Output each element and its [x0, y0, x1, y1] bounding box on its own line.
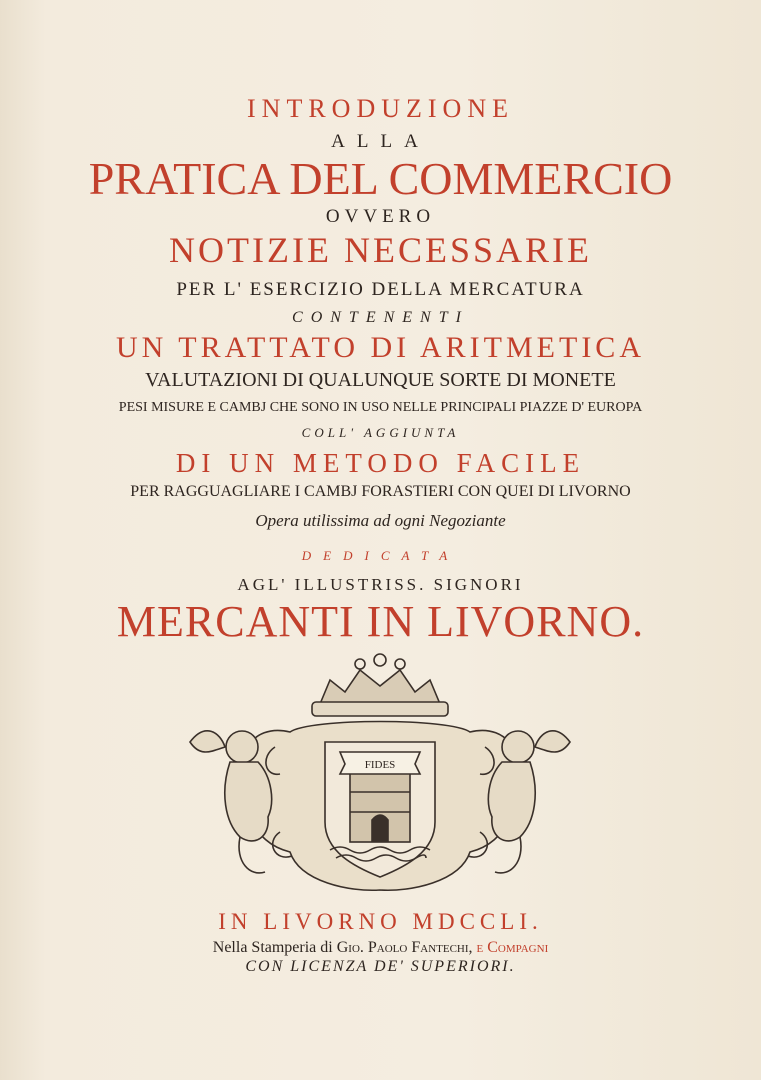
title-line-metodo: DI UN METODO FACILE	[175, 448, 586, 478]
title-line-aggiunta: COLL' AGGIUNTA	[301, 425, 460, 440]
imprint-printer-suffix: e Compagni	[476, 939, 549, 956]
title-line-ovvero: OVVERO	[325, 206, 436, 227]
title-line-contenenti: CONTENENTI	[292, 309, 469, 326]
title-line-trattato: UN TRATTATO DI ARITMETICA	[116, 331, 645, 364]
emblem-banner-text: FIDES	[364, 759, 396, 771]
title-line-signori: AGL' ILLUSTRISS. SIGNORI	[237, 575, 524, 594]
title-line-alla: ALLA	[331, 131, 430, 152]
title-line-pesi: PESI MISURE E CAMBJ CHE SONO IN USO NELLE PRINCIPALI PIAZZE D' EUROPA	[118, 400, 643, 415]
imprint-printer	[0, 940, 761, 956]
subtitle-notizie: NOTIZIE NECESSARIE	[169, 230, 592, 270]
title-line-esercizio: PER L' ESERCIZIO DELLA MERCATURA	[176, 279, 585, 300]
title-line-valutazioni: VALUTAZIONI DI QUALUNQUE SORTE DI MONETE	[145, 369, 616, 391]
imprint-printer-prefix: Nella Stamperia di	[212, 939, 333, 956]
title-line-opera: Opera utilissima ad ogni Negoziante	[255, 511, 506, 530]
imprint-printer-name: Gio. Paolo Fantechi,	[336, 939, 473, 956]
title-line-introduzione: INTRODUZIONE	[247, 94, 514, 123]
imprint-license: CON LICENZA DE' SUPERIORI.	[245, 958, 516, 975]
coat-of-arms-icon	[180, 652, 580, 902]
dedicatee-title: MERCANTI IN LIVORNO.	[116, 597, 645, 646]
main-title: PRATICA DEL COMMERCIO	[88, 153, 673, 204]
title-line-dedicata: DEDICATA	[301, 548, 460, 563]
title-line-ragguagliare: PER RAGGUAGLIARE I CAMBJ FORASTIERI CON QUEI DI LIVORNO	[130, 483, 631, 500]
imprint-place-date: IN LIVORNO MDCCLI.	[218, 909, 543, 934]
